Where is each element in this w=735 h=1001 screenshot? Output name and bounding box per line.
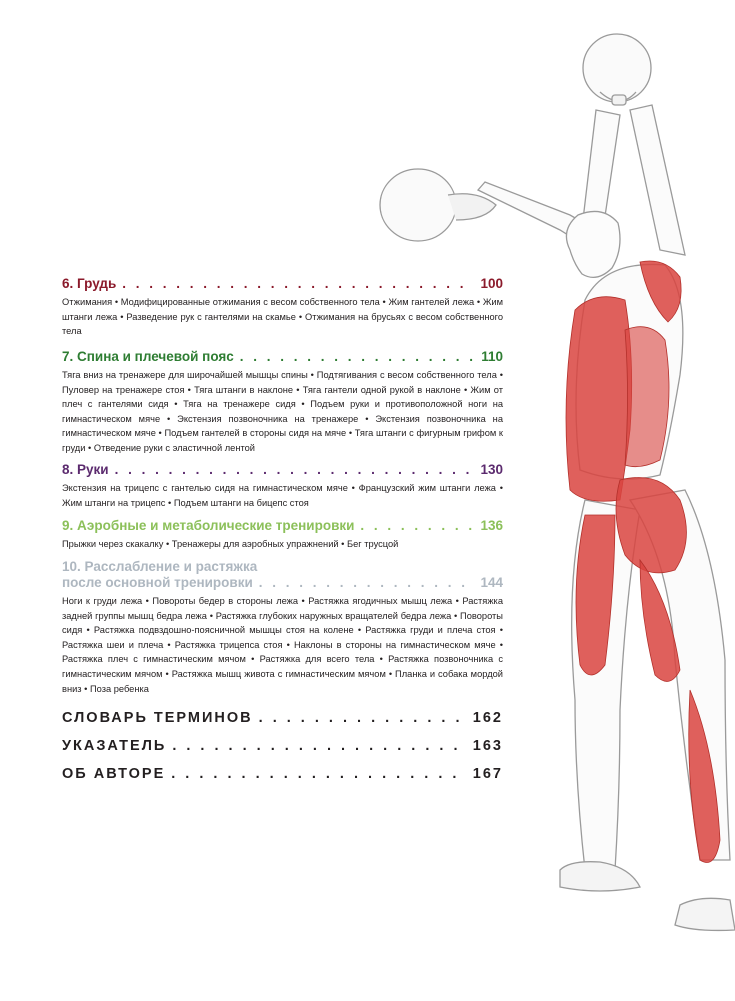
leader-dots [240,348,475,365]
toc-about-author[interactable] [62,766,503,782]
section-page: 130 [480,462,503,477]
back-page: 163 [472,738,503,754]
leader-dots [259,710,467,726]
leader-dots [360,517,474,534]
section-exercises: Отжимания • Модифицированные отжимания с весом собственного тела • Жим гантелей лежа • Жим штанги лежа • Разведение рук с гантелями на скамье • Отжимания на брусьях с весом собственного тела [62,297,503,337]
deltoid-muscle [640,261,681,322]
leader-dots [115,461,475,478]
back-page: 167 [472,766,503,782]
toc-index[interactable] [62,738,503,754]
leader-dots [172,738,466,754]
section-page: 110 [481,349,503,364]
leader-dots [171,766,467,782]
toc-section-back[interactable] [62,348,503,456]
toc-section-stretching[interactable] [62,559,503,696]
section-title: 8. Руки [62,462,109,477]
section-page: 136 [480,518,503,533]
section-page: 144 [480,575,503,590]
section-title: 6. Грудь [62,276,117,291]
section-exercises: Тяга вниз на тренажере для широчайшей мышцы спины • Подтягивания с весом собственного тела • Пуловер на тренажере стоя • Тяга штанги в наклоне • Тяга гантели одной рукой в наклоне • Жим от плеч с гантелями сидя • Тяга на тренажере сидя • Подъем руки и противоположной ноги на гимнастическом мяче • Экстензия позвоночника на тренажере • Экстензия позвоночника на гимнастическом мяче • Подъем гантелей в стороны сидя на мяче • Тяга штанги с фигурным грифом к груди • Отведение руки с эластичной лентой [62,370,503,453]
kettlebell-left-icon [380,169,496,241]
leader-dots [259,574,475,591]
gluteal-muscle [616,478,686,573]
section-page: 100 [480,276,503,291]
back-page: 162 [472,710,503,726]
back-title: ОБ АВТОРЕ [62,766,166,782]
kettlebell-top-icon [583,34,651,105]
section-title: 7. Спина и плечевой пояс [62,349,234,364]
back-title: СЛОВАРЬ ТЕРМИНОВ [62,710,253,726]
calf-muscle [689,690,720,863]
section-title: 9. Аэробные и метаболические тренировки [62,518,355,533]
toc-section-chest[interactable] [62,275,503,339]
leader-dots [122,275,474,292]
oblique-muscle [625,327,669,467]
section-title-line1: 10. Расслабление и растяжка [62,559,258,574]
back-title: УКАЗАТЕЛЬ [62,738,167,754]
section-exercises: Прыжки через скакалку • Тренажеры для аэробных упражнений • Бег трусцой [62,539,399,549]
toc-glossary[interactable] [62,710,503,726]
thigh-front-muscle [576,515,615,675]
toc-section-aerobic[interactable] [62,517,503,552]
section-title-line2: после основной тренировки [62,575,253,590]
trunk-muscles [566,297,632,502]
section-exercises: Ноги к груди лежа • Повороты бедер в стороны лежа • Растяжка ягодичных мышц лежа • Растяжка задней группы мышц бедра лежа • Растяжка глубоких наружных вращателей бедра лежа • Повороты сидя • Растяжка подвздошно-поясничной мышцы стоя на колене • Растяжка груди и плеча стоя • Растяжка шеи и плеча • Растяжка трицепса стоя • Наклоны в стороны на гимнастическом мяче • Растяжка плеч с гимнастическим мячом • Растяжка для всего тела • Растяжка позвоночника с гимнастическим мячом • Растяжка мышц живота с гимнастическим мячом • Планка и собака мордой вниз • Поза ребенка [62,596,503,694]
thigh-rear-muscle [640,560,680,681]
toc-section-arms[interactable] [62,461,503,510]
section-exercises: Экстензия на трицепс с гантелью сидя на гимнастическом мяче • Французский жим штанги лежа • Жим штанги на трицепс • Подъем штанги на бицепс стоя [62,483,503,508]
